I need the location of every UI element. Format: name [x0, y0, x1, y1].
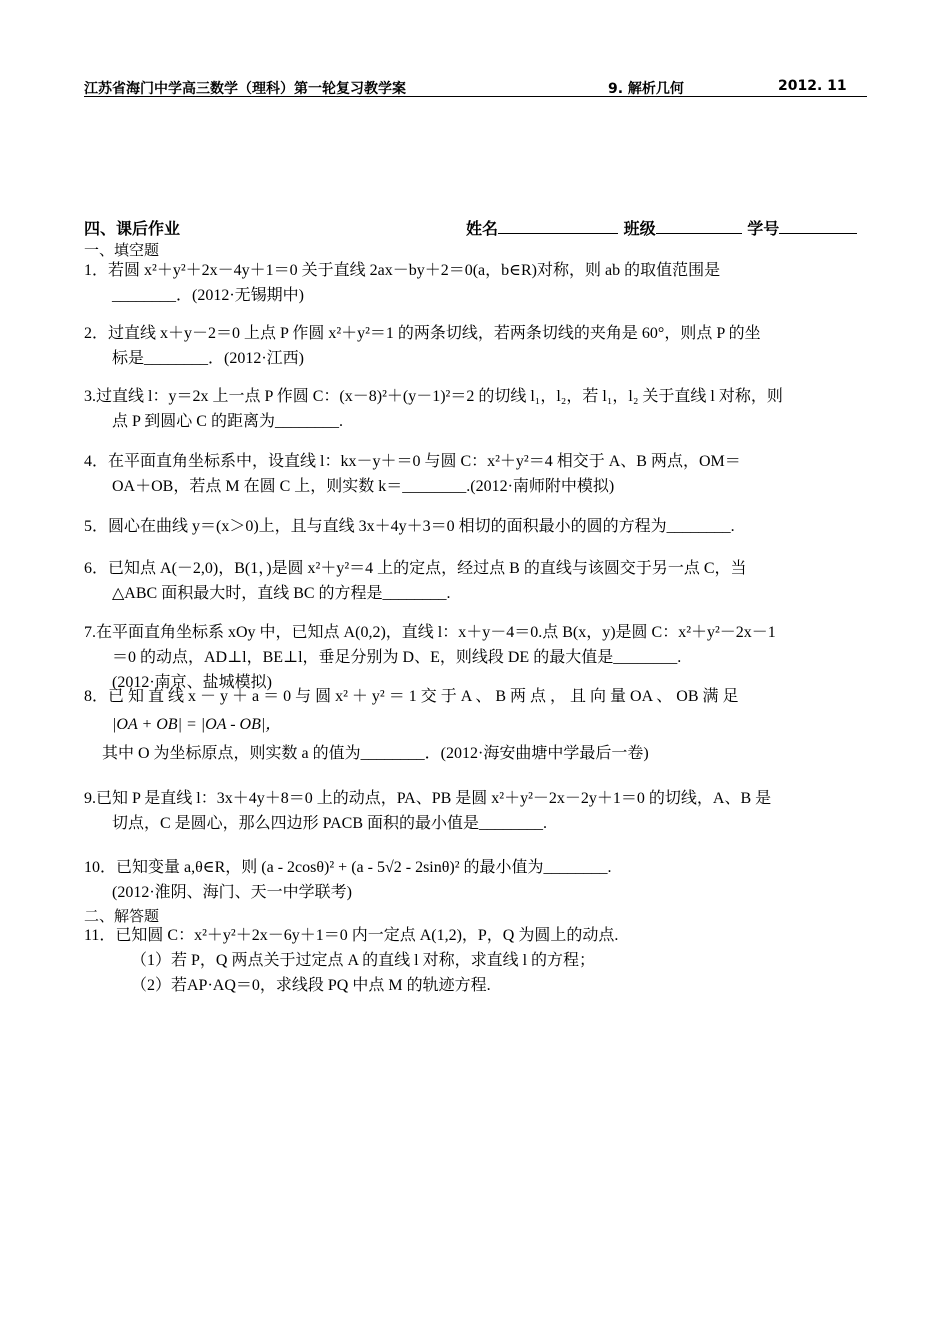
part2-title: 二、解答题: [84, 907, 160, 925]
question-8: [84, 684, 870, 766]
question-6: [84, 556, 870, 606]
id-blank: [779, 218, 857, 234]
question-number: 11．: [84, 927, 116, 944]
question-source: (2012·淮阴、海门、天一中学联考): [112, 884, 352, 901]
question-11: [84, 923, 870, 998]
question-text: 已知点 A(－2,0)，B(1，)是圆 x²＋y²＝4 上的定点，经过点 B 的直线与该圆交于另一点 C，当: [108, 560, 747, 577]
part1-title: 一、填空题: [84, 241, 160, 259]
section-title: 四、课后作业: [84, 219, 181, 238]
question-text-cont: 标是________．(2012·江西): [112, 350, 304, 367]
question-3: [84, 384, 870, 434]
question-text: 已知 P 是直线 l：3x＋4y＋8＝0 上的动点，PA、PB 是圆 x²＋y²－2x－2y＋1＝0 的切线，A、B 是: [96, 790, 772, 807]
question-number: 4．: [84, 453, 109, 470]
class-label: 班级: [623, 219, 656, 238]
question-part-2: （2）若AP·AQ＝0，求线段 PQ 中点 M 的轨迹方程.: [131, 977, 491, 994]
question-10: [84, 855, 870, 905]
page-header: [84, 76, 867, 97]
question-text-cont: 其中 O 为坐标原点，则实数 a 的值为________．(2012·海安曲塘中学最后一卷): [102, 745, 649, 762]
question-text: 已知变量 a,θ∈R，则 (a - 2cosθ)² + (a - 5√2 - 2sinθ)² 的最小值为________.: [116, 859, 612, 876]
header-date: 2012. 11: [778, 78, 847, 94]
class-blank: [656, 218, 742, 234]
question-number: 8．: [84, 688, 109, 705]
student-info: [466, 216, 857, 239]
header-chapter: 9. 解析几何: [608, 81, 684, 97]
question-text-cont: ________．(2012·无锡期中): [112, 287, 304, 304]
question-number: 10．: [84, 859, 117, 876]
question-text-cont: OA＋OB，若点 M 在圆 C 上，则实数 k＝________.(2012·南师附中模拟): [112, 478, 615, 495]
header-title: 江苏省海门中学高三数学（理科）第一轮复习教学案: [84, 81, 406, 97]
question-text: 在平面直角坐标系 xOy 中，已知点 A(0,2)，直线 l：x＋y－4＝0.点 B(x，y)是圆 C：x²＋y²－2x－1: [96, 624, 776, 641]
question-text: 圆心在曲线 y＝(x＞0)上，且与直线 3x＋4y＋3＝0 相切的面积最小的圆的方程为________.: [108, 518, 735, 535]
question-text: 过直线 x＋y－2＝0 上点 P 作圆 x²＋y²＝1 的两条切线，若两条切线的夹角是 60°，则点 P 的坐: [108, 325, 761, 342]
question-9: [84, 786, 870, 836]
question-text: 过直线 l：y＝2x 上一点 P 作圆 C：(x－8)²＋(y－1)²＝2 的切线 l₁，l₂，若 l₁，l₂ 关于直线 l 对称，则: [96, 388, 783, 405]
question-text: 已知圆 C：x²＋y²＋2x－6y＋1＝0 内一定点 A(1,2)，P，Q 为圆上的动点.: [115, 927, 619, 944]
name-blank: [498, 218, 618, 234]
question-4: [84, 449, 870, 499]
question-text-cont: ＝0 的动点，AD⊥l，BE⊥l，垂足分别为 D、E，则线段 DE 的最大值是________.: [112, 649, 682, 666]
question-text: 已 知 直 线 x － y ＋ a ＝ 0 与 圆 x² ＋ y² ＝ 1 交 于 A 、 B 两 点 ， 且 向 量 OA 、 OB 满 足: [108, 688, 739, 705]
name-label: 姓名: [466, 219, 499, 238]
question-2: [84, 321, 870, 371]
question-text-cont: 点 P 到圆心 C 的距离为________.: [112, 413, 343, 430]
question-1: [84, 258, 870, 308]
question-number: 7.: [84, 624, 96, 641]
question-number: 1．: [84, 262, 109, 279]
question-part-1: （1）若 P，Q 两点关于过定点 A 的直线 l 对称，求直线 l 的方程；: [131, 952, 596, 969]
vector-condition: |OA + OB| = |OA - OB|，: [112, 716, 282, 733]
question-number: 6．: [84, 560, 109, 577]
question-text: 若圆 x²＋y²＋2x－4y＋1＝0 关于直线 2ax－by＋2＝0(a，b∈R)对称，则 ab 的取值范围是: [108, 262, 721, 279]
question-text-cont: 切点，C 是圆心，那么四边形 PACB 面积的最小值是________.: [112, 815, 548, 832]
question-number: 9.: [84, 790, 96, 807]
question-text-cont: △ABC 面积最大时，直线 BC 的方程是________.: [112, 585, 451, 602]
question-text: 在平面直角坐标系中，设直线 l：kx－y＋＝0 与圆 C：x²＋y²＝4 相交于 A、B 两点，OM＝: [108, 453, 741, 470]
question-source: (2012·南京、盐城模拟): [112, 674, 272, 691]
question-number: 5．: [84, 518, 109, 535]
question-number: 2．: [84, 325, 109, 342]
id-label: 学号: [747, 219, 780, 238]
question-number: 3.: [84, 388, 96, 405]
question-5: [84, 514, 870, 539]
